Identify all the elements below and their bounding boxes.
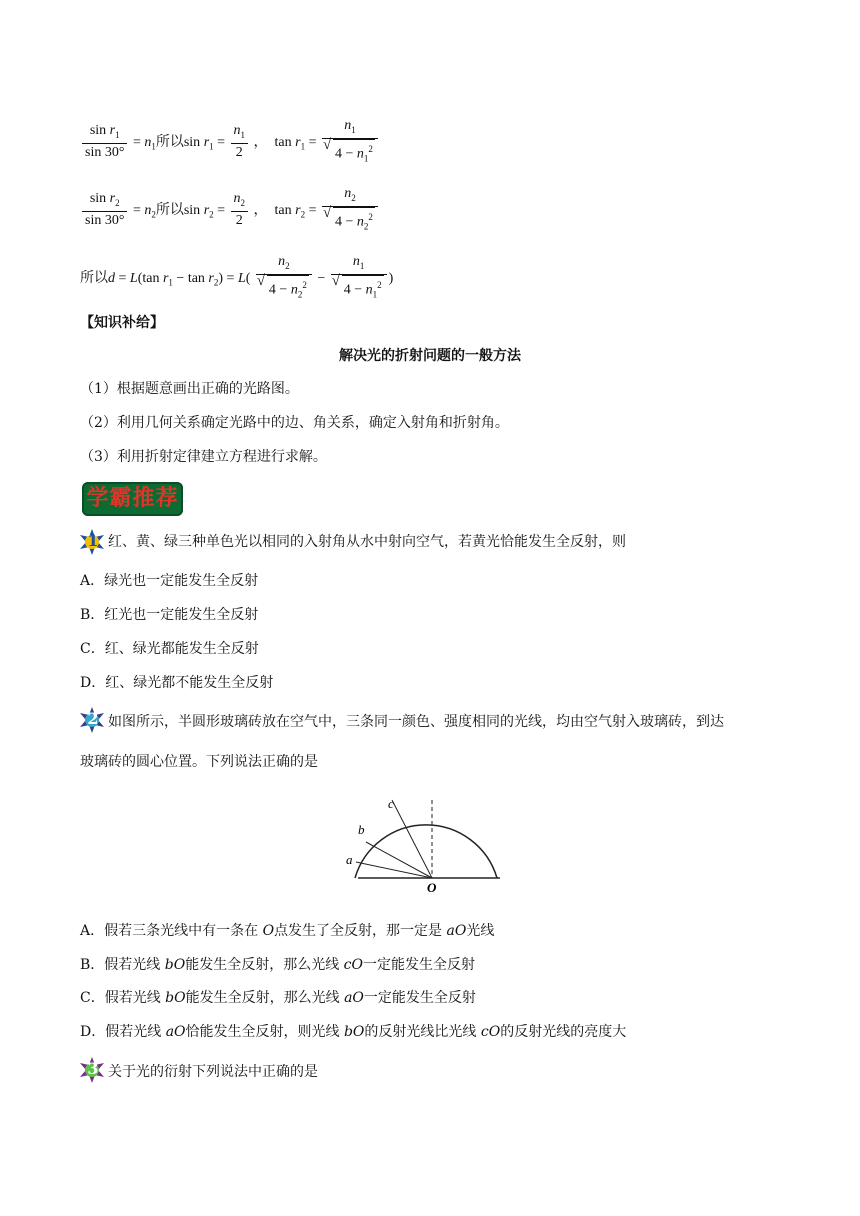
formula-text: 所以 — [80, 270, 108, 286]
question-stem-line-2: 玻璃砖的圆心位置。下列说法正确的是 — [80, 754, 318, 770]
option-c: C．红、绿光都能发生全反射 — [80, 641, 259, 657]
semicircle-figure — [340, 798, 510, 894]
question-number: 3 — [87, 1059, 99, 1078]
ray-label-c: c — [388, 798, 394, 811]
ray-label-a: a — [346, 852, 353, 867]
ray-label-b: b — [358, 822, 365, 837]
formula-line-2: $\frac{\sin r_2}{\sin 30^\circ}$ = $n_2$所以$\sin r_2$ = $\frac{n_2}{2}$ ， $\tan r_2$ = $n_2$ √ $4 - n_2^2$ — [80, 186, 380, 235]
option-d: D．假若光线 aO恰能发生全反射，则光线 bO的反射光线比光线 cO的反射光线的亮度大 — [80, 1024, 627, 1040]
question-number: 1 — [87, 531, 99, 550]
knowledge-step: （3）利用折射定律建立方程进行求解。 — [80, 449, 327, 465]
option-a: A．假若三条光线中有一条在 O点发生了全反射，那一定是 aO光线 — [80, 923, 495, 939]
badge-label: 学霸推荐 — [86, 486, 179, 511]
knowledge-title: 解决光的折射问题的一般方法 — [339, 348, 521, 364]
formula-line-1: $\frac{\sin r_1}{\sin 30^\circ}$ = $n_1$所以$\sin r_1$ = $\frac{n_1}{2}$ ， $\tan r_1$ = $n_1$ √ $4 - n_1^2$ — [80, 118, 380, 167]
option-b: B．红光也一定能发生全反射 — [80, 607, 259, 623]
formula-text: 所以 — [155, 134, 184, 150]
knowledge-step: （2）利用几何关系确定光路中的边、角关系，确定入射角和折射角。 — [80, 415, 509, 431]
question-number: 2 — [87, 709, 99, 728]
knowledge-header: 【知识补给】 — [80, 315, 164, 331]
option-b: B．假若光线 bO能发生全反射，那么光线 cO一定能发生全反射 — [80, 957, 475, 973]
formula-text: 所以 — [155, 202, 184, 218]
option-c: C．假若光线 bO能发生全反射，那么光线 aO一定能发生全反射 — [80, 990, 476, 1006]
option-a: A．绿光也一定能发生全反射 — [80, 573, 259, 589]
question-stem-line-1: 如图所示，半圆形玻璃砖放在空气中，三条同一颜色、强度相同的光线，均由空气射入玻璃砖，到达 — [108, 714, 724, 730]
knowledge-step: （1）根据题意画出正确的光路图。 — [80, 381, 299, 397]
question-stem: 关于光的衍射下列说法中正确的是 — [108, 1064, 318, 1080]
question-stem: 红、黄、绿三种单色光以相同的入射角从水中射向空气，若黄光恰能发生全反射，则 — [108, 534, 626, 550]
formula-line-3: 所以d = L(tan $r_1 - \tan r_2) = L$( $n_2$ √ $4 - n_2^2$ − $n_1$ √ $4 - n_1^2$ ) — [80, 254, 393, 303]
recommend-badge — [82, 482, 183, 516]
option-d: D．红、绿光都不能发生全反射 — [80, 675, 274, 691]
center-label-o: O — [427, 880, 437, 894]
